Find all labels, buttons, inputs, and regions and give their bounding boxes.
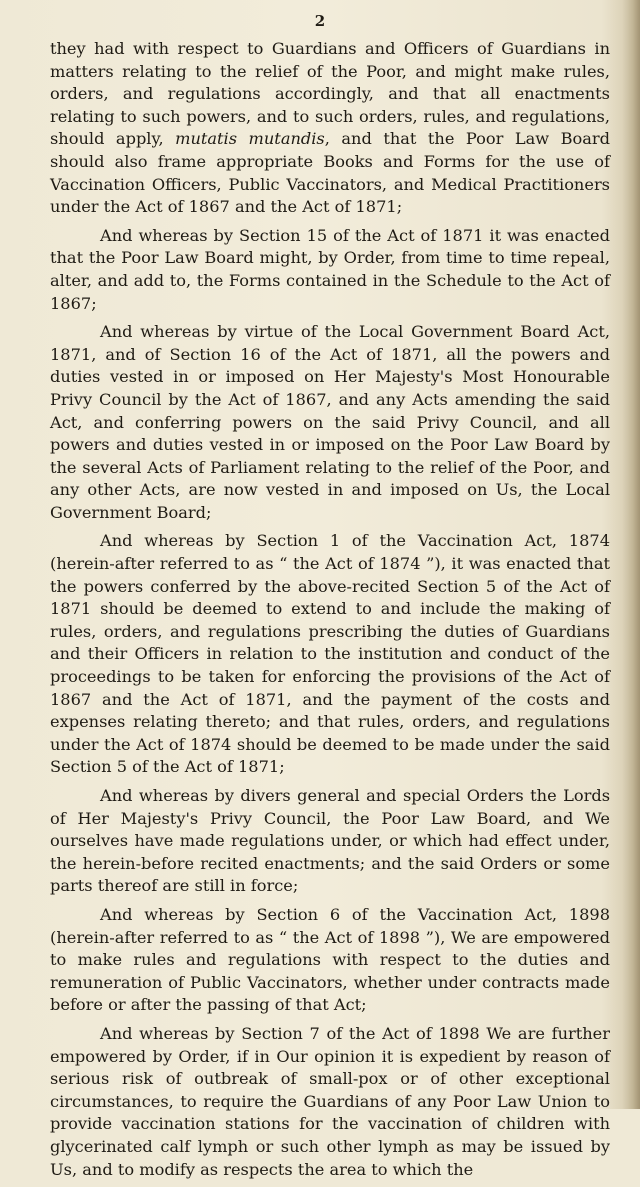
paragraph [50, 225, 610, 315]
italic-text: mutatis mutandis [175, 129, 325, 149]
paragraph [50, 904, 610, 1017]
paragraph-text: , and that the Poor Law Board should also frame appropriate Books and Forms for the use of Vaccination Officers, Public Vaccinators, and Medical Practitioners under the Act of 1867 and the Act of 1871; [50, 129, 610, 217]
paragraph [50, 38, 610, 219]
paragraph [50, 785, 610, 898]
paragraph-text: they had with respect to Guardians and Officers of Guardians in matters relating to the relief of the Poor, and might make rules, orders, and regulations accordingly, and that all enactments relating to such powers, and to such orders, rules, and regulations, should apply, [50, 39, 610, 149]
paragraph-text: And whereas by Section 1 of the Vaccination Act, 1874 (herein-after referred to as “ the Act of 1874 ”), it was enacted that the powers conferred by the above-recited Section 5 of the Act of 1871 should be deemed to extend to and include the making of rules, orders, and regulations prescribing the duties of Guardians and their Officers in relation to the institution and conduct of the proceedings to be taken for enforcing the provisions of the Act of 1867 and the Act of 1871, and the payment of the costs and expenses relating thereto; and that rules, orders, and regulations under the Act of 1874 should be deemed to be made under the said Section 5 of the Act of 1871; [50, 531, 610, 777]
paragraph-text: And whereas by Section 6 of the Vaccination Act, 1898 (herein-after referred to as “ the Act of 1898 ”), We are empowered to make rules and regulations with respect to the duties and remuneration of Public Vaccinators, whether under contracts made before or after the passing of that Act; [50, 904, 610, 1015]
paragraph-text: And whereas by Section 15 of the Act of 1871 it was enacted that the Poor Law Board might, by Order, from time to time repeal, alter, and add to, the Forms contained in the Schedule to the Act of 1867; [50, 225, 610, 313]
page-number: 2 [314, 12, 326, 30]
paragraph [50, 530, 610, 779]
body-text [50, 38, 610, 1187]
page-edge-shadow [622, 0, 640, 1109]
paragraph-text: And whereas by Section 7 of the Act of 1898 We are further empowered by Order, if in Our opinion it is expedient by reason of serious risk of outbreak of small-pox or of other exceptional circumstances, to require the Guardians of any Poor Law Union to provide vaccination stations for the vaccination of children with glycerinated calf lymph or such other lymph as may be issued by Us, and to modify as respects the area to which the [50, 1023, 610, 1179]
paragraph [50, 321, 610, 524]
paragraph-text: And whereas by divers general and special Orders the Lords of Her Majesty's Privy Council, the Poor Law Board, and We ourselves have made regulations under, or which had effect under, the herein-before recited enactments; and the said Orders or some parts thereof are still in force; [50, 786, 610, 896]
paragraph [50, 1023, 610, 1181]
paragraph-text: And whereas by virtue of the Local Government Board Act, 1871, and of Section 16 of the Act of 1871, all the powers and duties vested in or imposed on Her Majesty's Most Honourable Privy Council by the Act of 1867, and any Acts amending the said Act, and conferring powers on the said Privy Council, and all powers and duties vested in or imposed on the Poor Law Board by the several Acts of Parliament relating to the relief of the Poor, and any other Acts, are now vested in and imposed on Us, the Local Government Board; [50, 322, 610, 522]
